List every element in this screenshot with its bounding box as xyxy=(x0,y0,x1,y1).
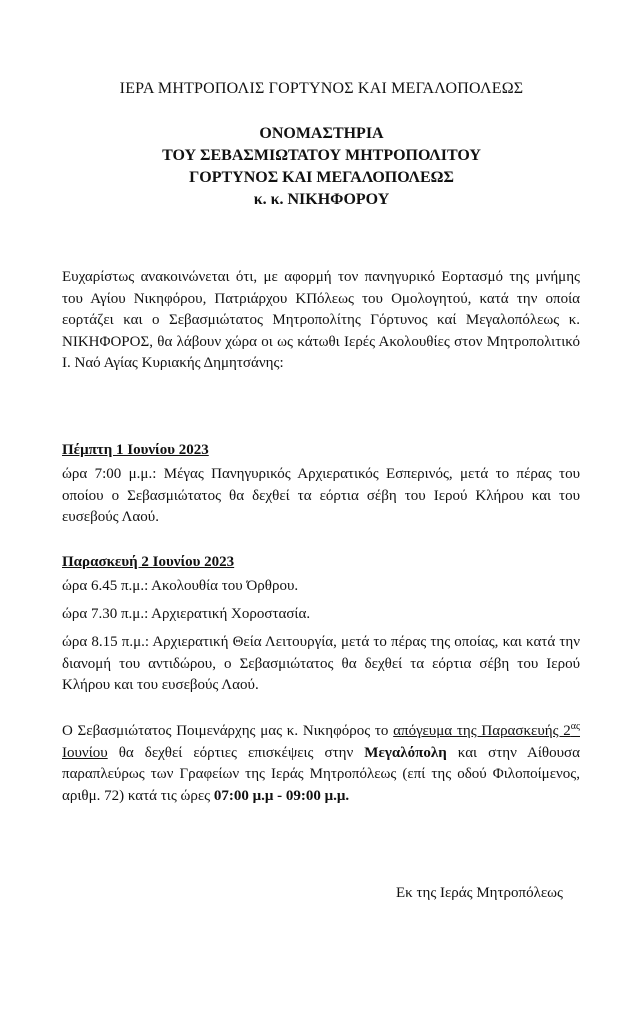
title-line-3: ΓΟΡΤΥΝΟΣ ΚΑΙ ΜΕΓΑΛΟΠΟΛΕΩΣ xyxy=(189,169,454,186)
closing-text: Ο Σεβασμιώτατος Ποιμενάρχης μας κ. Νικηφόρος το xyxy=(62,723,394,739)
closing-text: και στην Αίθουσα παραπλεύρως των Γραφείων της Ιεράς Μητροπόλεως (επί της οδού Φιλοποίμενος, αριθμ. 72) κατά τις ώρες xyxy=(62,744,580,804)
intro-paragraph: Ευχαρίστως ανακοινώνεται ότι, με αφορμή τον πανηγυρικό Εορτασμό της μνήμης του Αγίου Νικηφόρου, Πατριάρχου ΚΠόλεως του Ομολογητού, κατά την οποία εορτάζει και ο Σεβασμιώτατος Μητροπολίτης Γόρτυνος καί Μεγαλοπόλεως κ. ΝΙΚΗΦΟΡΟΣ, θα λάβουν χώρα οι ως κάτωθι Ιερές Ακολουθίες στον Μητροπολιτικό Ι. Ναό Αγίας Κυριακής Δημητσάνης: xyxy=(62,269,580,371)
title-line-2: ΤΟΥ ΣΕΒΑΣΜΙΩΤΑΤΟΥ ΜΗΤΡΟΠΟΛΙΤΟΥ xyxy=(162,147,481,164)
day1-service-item: ώρα 7:00 μ.μ.: Μέγας Πανηγυρικός Αρχιερατικός Εσπερινός, μετά το πέρας του οποίου ο Σεβασμιώτατος θα δεχθεί τα εόρτια σέβη του Ιερού Κλήρου και του ευσεβούς Λαού. xyxy=(62,466,580,525)
day2-service-item: ώρα 8.15 π.μ.: Αρχιερατική Θεία Λειτουργία, μετά το πέρας της οποίας, και κατά την διανομή του αντιδώρου, ο Σεβασμιώτατος θα δεχθεί τα εόρτια σέβη του Ιερού Κλήρου και του ευσεβούς Λαού. xyxy=(62,634,580,693)
day2-heading: Παρασκευή 2 Ιουνίου 2023 xyxy=(62,554,235,570)
title-line-4: κ. κ. ΝΙΚΗΦΟΡΟΥ xyxy=(253,191,390,208)
closing-text: θα δεχθεί εόρτιες επισκέψεις στην xyxy=(107,744,365,761)
closing-paragraph xyxy=(62,721,580,807)
day2-service-item: ώρα 7.30 π.μ.: Αρχιερατική Χοροστασία. xyxy=(62,606,311,622)
document-title xyxy=(0,123,643,211)
day1-heading: Πέμπτη 1 Ιουνίου 2023 xyxy=(62,442,209,458)
closing-hours: 07:00 μ.μ - 09:00 μ.μ. xyxy=(213,787,350,804)
closing-underline-month: Ιουνίου xyxy=(62,744,108,761)
signature: Εκ της Ιεράς Μητροπόλεως xyxy=(395,885,563,901)
date-superscript: ας xyxy=(570,721,580,732)
closing-city: Μεγαλόπολη xyxy=(364,744,447,761)
day2-service-item: ώρα 6.45 π.μ.: Ακολουθία του Όρθρου. xyxy=(62,578,299,594)
diocese-header: ΙΕΡΑ ΜΗΤΡΟΠΟΛΙΣ ΓΟΡΤΥΝΟΣ ΚΑΙ ΜΕΓΑΛΟΠΟΛΕΩΣ xyxy=(119,80,524,97)
closing-underline-text: απόγευμα της Παρασκευής 2 xyxy=(393,723,571,739)
title-line-1: ΟΝΟΜΑΣΤΗΡΙΑ xyxy=(259,125,384,142)
